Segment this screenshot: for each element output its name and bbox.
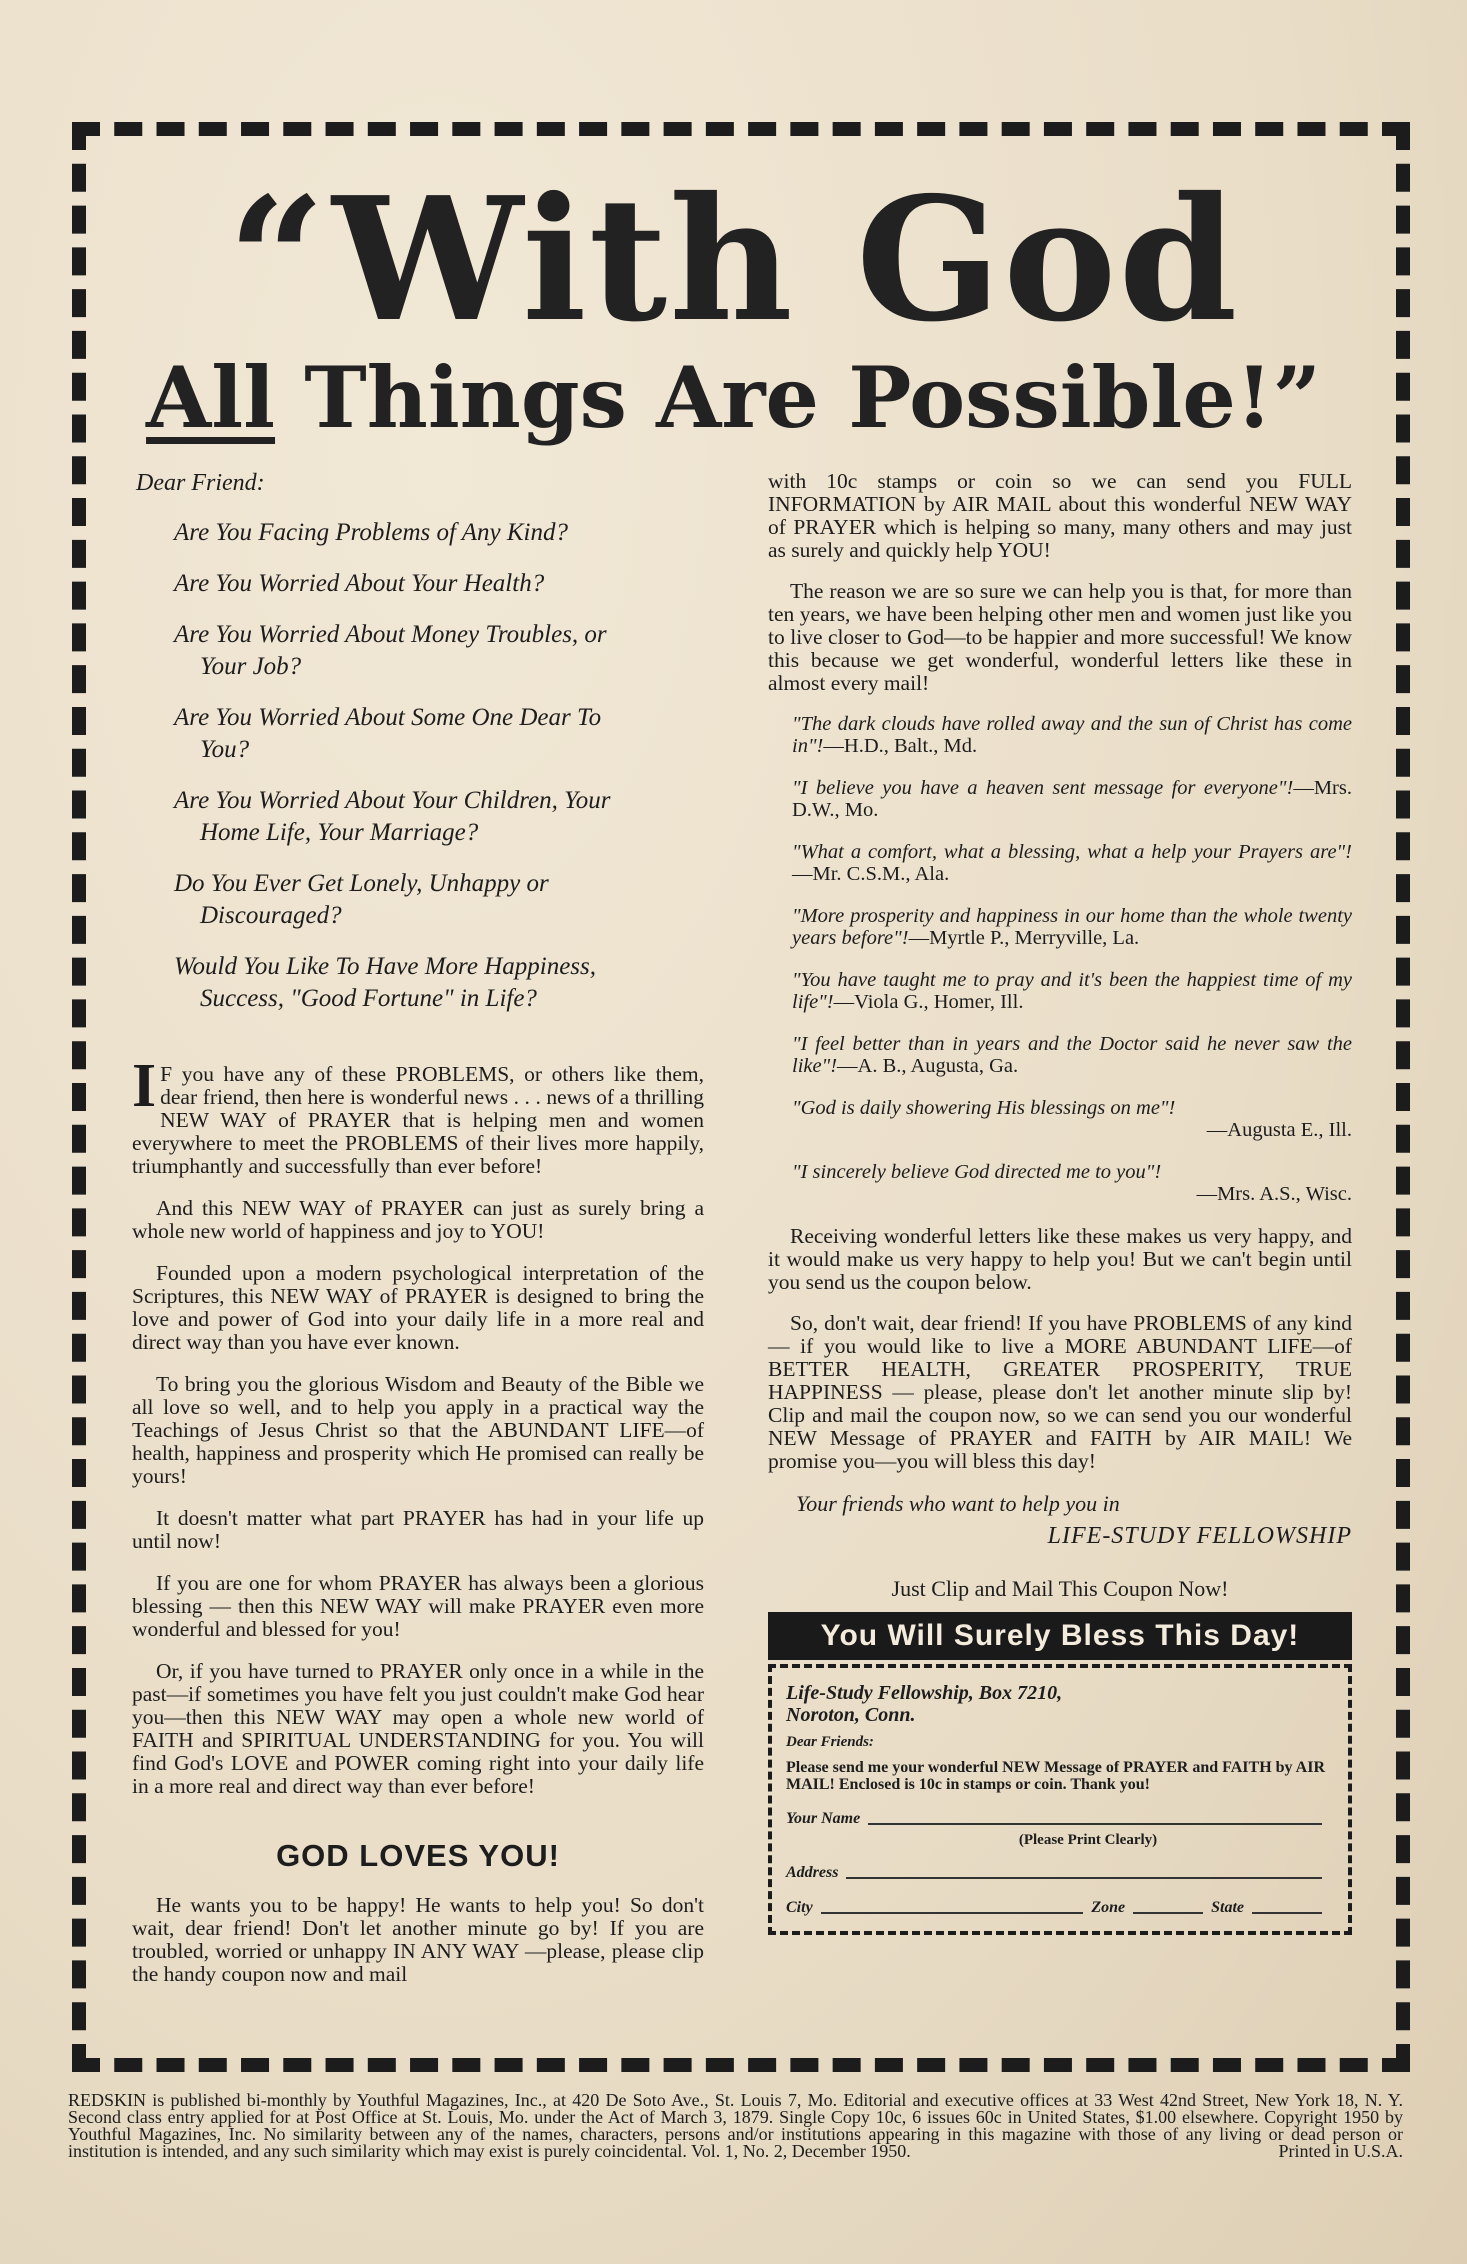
- body-paragraph: Or, if you have turned to PRAYER only once in a while in the past—if sometimes you have felt you just couldn't make God hear you—then this NEW WAY may open a whole new world of FAITH and SPIRITUAL UNDERSTANDING for you. You will find God's LOVE and POWER coming right into your daily life in a more real and direct way than ever before!: [132, 1659, 704, 1798]
- question-item: Would You Like To Have More Happiness, Success, "Good Fortune" in Life?: [174, 953, 597, 1012]
- body-paragraph: Founded upon a modern psychological interpretation of the Scriptures, this NEW WAY of PRAYER is designed to bring the love and power of God into your daily life in a more real and direct way than you have ever known.: [132, 1261, 704, 1354]
- continued-paragraph: with 10c stamps or coin so we can send you FULL INFORMATION by AIR MAIL about this wonderful NEW WAY of PRAYER which is helping so many, many others and may just as surely and quickly help YOU!: [768, 469, 1352, 562]
- coupon-banner: You Will Surely Bless This Day!: [768, 1612, 1352, 1660]
- coupon-address-line2: Noroton, Conn.: [786, 1704, 916, 1726]
- body-paragraph: Receiving wonderful letters like these makes us very happy, and it would make us very happy to help you! But we can't begin until you send us the coupon below.: [768, 1224, 1352, 1294]
- name-field[interactable]: [868, 1807, 1322, 1825]
- question-item: Are You Worried About Your Health?: [174, 570, 545, 597]
- name-field-row: [786, 1807, 1330, 1828]
- footer-legal-text: REDSKIN is published bi-monthly by Youthful Magazines, Inc., at 420 De Soto Ave., St. Louis 7, Mo. Editorial and executive offices at 33 West 42nd Street, New York 18, N. Y. Second class entry applied for at Post Office at St. Louis, Mo. under the Act of March 3, 1879. Single Copy 10c, 6 issues 60c in United States, $1.00 elsewhere. Copyright 1950 by Youthful Magazines, Inc. No similarity between any of the names, characters, persons and/or institutions appearing in this magazine with those of any living or dead person or institution is intended, and any such similarity which may exist is purely coincidental. Vol. 1, No. 2, December 1950.: [68, 2090, 1403, 2161]
- headline-underlined-word: All: [146, 348, 276, 447]
- zone-field[interactable]: [1133, 1896, 1203, 1914]
- coupon-address-line1: Life-Study Fellowship, Box 7210,: [786, 1682, 1063, 1704]
- body-paragraph: It doesn't matter what part PRAYER has had in your life up until now!: [132, 1506, 704, 1553]
- headline-line2-rest: Things Are Possible!”: [275, 348, 1321, 447]
- testimonial: "I believe you have a heaven sent message for everyone"!—Mrs. D.W., Mo.: [792, 777, 1352, 821]
- clip-instruction: Just Clip and Mail This Coupon Now!: [891, 1576, 1229, 1601]
- testimonial: "I sincerely believe God directed me to you"! —Mrs. A.S., Wisc.: [792, 1161, 1352, 1205]
- testimonial: "More prosperity and happiness in our home than the whole twenty years before"!—Myrtle P., Merryville, La.: [792, 905, 1352, 949]
- body-paragraph: To bring you the glorious Wisdom and Beauty of the Bible we all love so well, and to help you apply in a practical way the Teachings of Jesus Christ so that the ABUNDANT LIFE—of health, happiness and prosperity which He promised can really be yours!: [132, 1372, 704, 1488]
- city-zone-state-row: [786, 1896, 1330, 1917]
- testimonial: "The dark clouds have rolled away and the sun of Christ has come in"!—H.D., Balt., Md.: [792, 713, 1352, 757]
- question-item: Are You Worried About Your Children, Your Home Life, Your Marriage?: [174, 787, 611, 846]
- address-field[interactable]: [846, 1861, 1322, 1879]
- printed-in-note: Printed in U.S.A.: [1278, 2141, 1403, 2161]
- coupon-request-text: Please send me your wonderful NEW Message of PRAYER and FAITH by AIR MAIL! Enclosed is 10c in stamps or coin. Thank you!: [786, 1759, 1325, 1793]
- headline-line1: “With God: [227, 160, 1240, 360]
- signoff-organization: LIFE-STUDY FELLOWSHIP: [1047, 1523, 1352, 1549]
- left-column: [132, 470, 704, 2005]
- address-field-row: [786, 1861, 1330, 1882]
- state-field[interactable]: [1252, 1896, 1322, 1914]
- body-paragraph: And this NEW WAY of PRAYER can just as surely bring a whole new world of happiness and joy to YOU!: [132, 1196, 704, 1243]
- zone-label: Zone: [1091, 1899, 1126, 1916]
- body-paragraph: So, don't wait, dear friend! If you have PROBLEMS of any kind — if you would like to live a MORE ABUNDANT LIFE—of BETTER HEALTH, GREATER PROSPERITY, TRUE HAPPINESS — please, please don't let another minute slip by! Clip and mail the coupon now, so we can send you our wonderful NEW Message of PRAYER and FAITH by AIR MAIL! We promise you—you will bless this day!: [768, 1311, 1352, 1473]
- city-label: City: [786, 1899, 813, 1916]
- question-list: [132, 517, 704, 1015]
- testimonial: "I feel better than in years and the Doctor said he never saw the like"!—A. B., Augusta, Ga.: [792, 1033, 1352, 1077]
- question-item: Are You Worried About Money Troubles, or Your Job?: [174, 621, 607, 680]
- intro-paragraph: I F you have any of these PROBLEMS, or others like them, dear friend, then here is wonderful news . . . news of a thrilling NEW WAY of PRAYER that is helping men and women everywhere to meet the PROBLEMS of their lives more happily, triumphantly and successfully than ever before!: [132, 1052, 704, 1178]
- mail-coupon[interactable]: [768, 1664, 1352, 1935]
- publication-footer: [68, 2092, 1403, 2160]
- headline-line2: [0, 348, 1467, 448]
- question-item: Do You Ever Get Lonely, Unhappy or Discouraged?: [174, 870, 549, 929]
- print-clearly-note: (Please Print Clearly): [1018, 1832, 1158, 1848]
- name-label: Your Name: [786, 1810, 861, 1827]
- body-paragraph: If you are one for whom PRAYER has always been a glorious blessing — then this NEW WAY will make PRAYER even more wonderful and blessed for you!: [132, 1571, 704, 1641]
- body-paragraph: The reason we are so sure we can help you is that, for more than ten years, we have been helping other men and women just like you to live closer to God—to be happier and more successful! We know this because we get wonderful, wonderful letters like these in almost every mail!: [768, 579, 1352, 695]
- question-item: Are You Worried About Some One Dear To You?: [174, 704, 602, 763]
- testimonial: "What a comfort, what a blessing, what a help your Prayers are"!—Mr. C.S.M., Ala.: [792, 841, 1352, 885]
- coupon-salutation: Dear Friends:: [786, 1734, 874, 1750]
- testimonial: "God is daily showering His blessings on me"! —Augusta E., Ill.: [792, 1097, 1352, 1141]
- drop-cap: I: [132, 1052, 157, 1120]
- testimonial: "You have taught me to pray and it's been the happiest time of my life"!—Viola G., Homer, Ill.: [792, 969, 1352, 1013]
- city-field[interactable]: [821, 1896, 1084, 1914]
- closing-paragraph: He wants you to be happy! He wants to help you! So don't wait, dear friend! Don't let another minute go by! If you are troubled, worried or unhappy IN ANY WAY —please, please clip the handy coupon now and mail: [132, 1893, 704, 1986]
- subheading-god-loves-you: GOD LOVES YOU!: [276, 1838, 560, 1873]
- signoff-line: Your friends who want to help you in: [796, 1491, 1120, 1516]
- greeting: Dear Friend:: [136, 470, 265, 496]
- state-label: State: [1211, 1899, 1244, 1916]
- testimonial-list: [768, 713, 1352, 1205]
- question-item: Are You Facing Problems of Any Kind?: [174, 519, 568, 546]
- right-column: [768, 470, 1352, 1935]
- address-label: Address: [786, 1864, 839, 1881]
